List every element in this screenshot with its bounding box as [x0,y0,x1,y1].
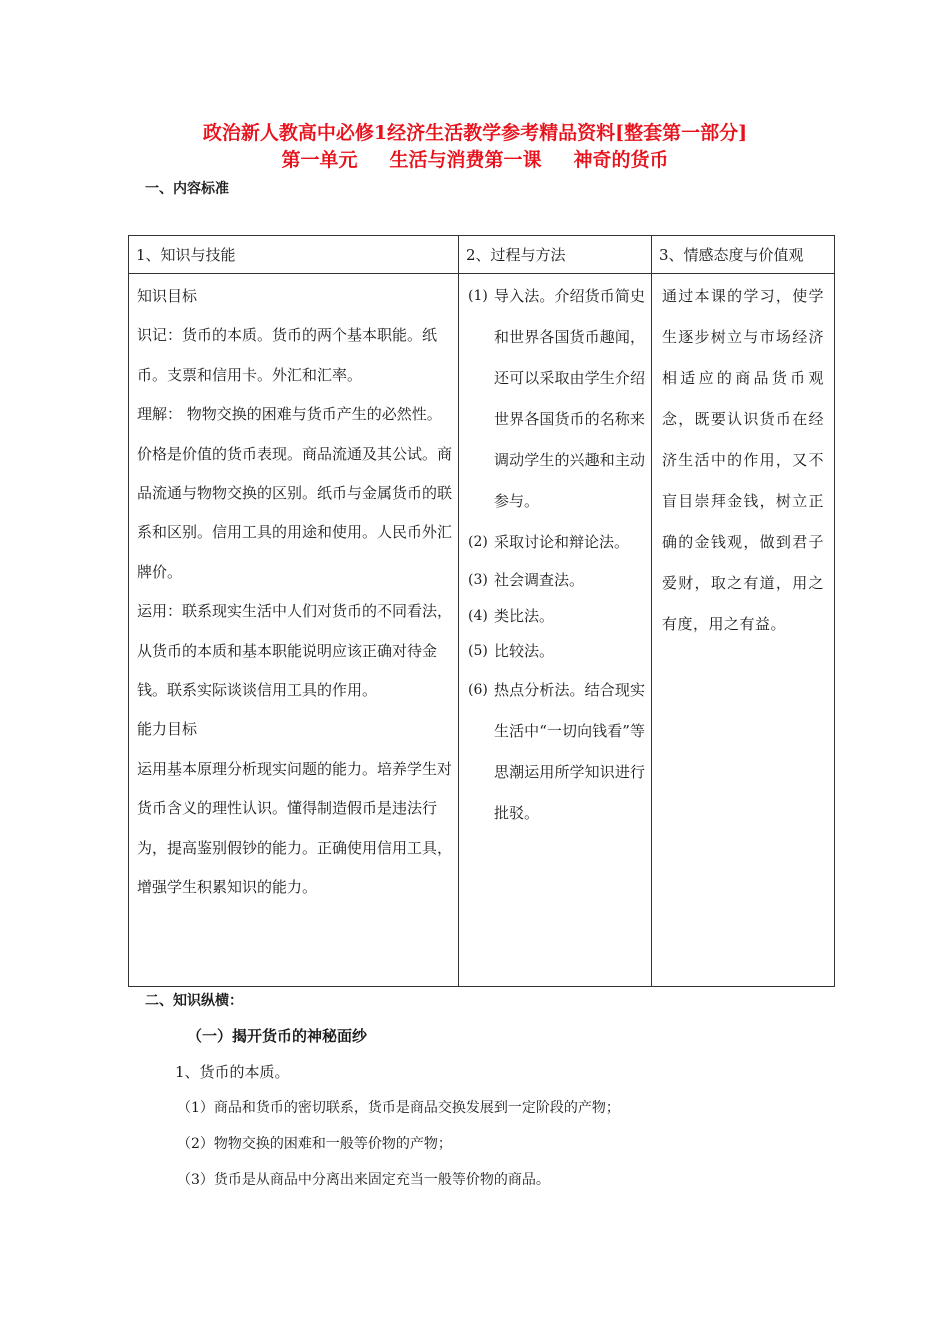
document-subtitle [0,148,950,172]
header-knowledge-skills: 1、知识与技能 [129,236,459,274]
item-text: 导入法。介绍货币简史和世界各国货币趣闻，还可以采取由学生介绍世界各国货币的名称来调动学生的兴趣和主动参与。 [494,287,645,510]
content-standard-table [128,235,835,987]
section-title: 生活与消费第一课 [389,149,542,171]
knowledge-goal-label: 知识目标 [137,287,198,305]
list-item [468,670,645,834]
subsection-heading [187,1025,367,1046]
list-item [468,599,645,635]
process-methods-cell [459,274,652,987]
lesson-title: 神奇的货币 [573,149,669,171]
table-body-row [129,274,835,987]
item-number: (6) [468,681,488,698]
apply-text: 运用：联系现实生活中人们对货币的不同看法，从货币的本质和基本职能说明应该正确对待金钱。联系实际谈谈信用工具的作用。 [137,602,453,700]
list-item [468,522,645,563]
list-item [468,634,645,670]
item-text: 采取讨论和辩论法。 [494,533,630,551]
item-text: 类比法。 [494,606,555,625]
list-item [468,563,645,599]
item-number: (5) [468,643,488,659]
paragraph: 1、货币的本质。 [175,1063,290,1081]
knowledge-skills-cell [129,274,459,987]
memorize-text: 识记：货币的本质。货币的两个基本职能。纸币。支票和信用卡。外汇和汇率。 [137,326,438,384]
item-text: 热点分析法。结合现实生活中“一切向钱看”等思潮运用所学知识进行批驳。 [494,680,645,822]
unit-title: 第一单元 [281,149,358,171]
subsection-title: （一）揭开货币的神秘面纱 [187,1027,368,1045]
section-heading-knowledge: 二、知识纵横： [145,993,243,1009]
item-text: 社会调查法。 [494,571,585,589]
attitudes-values-cell: 通过本课的学习，使学生逐步树立与市场经济相适应的商品货币观念，既要认识货币在经济生活中的作用，又不盲目崇拜金钱，树立正确的金钱观，做到君子爱财，取之有道，用之有度，用之有益。 [652,274,835,987]
paragraph: （2）物物交换的困难和一般等价物的产物； [177,1136,452,1152]
item-number: (3) [468,572,488,588]
list-item [468,276,645,522]
item-number: (4) [468,607,488,624]
ability-text: 运用基本原理分析现实问题的能力。培养学生对货币含义的理性认识。懂得制造假币是违法行为，提高鉴别假钞的能力。正确使用信用工具，增强学生积累知识的能力。 [137,759,453,897]
paragraph: （1）商品和货币的密切联系，货币是商品交换发展到一定阶段的产物； [177,1100,620,1116]
table-header-row [129,236,835,274]
document-title: 政治新人教高中必修1经济生活教学参考精品资料[整套第一部分] [202,122,748,144]
section-heading-content-standard: 一、内容标准 [145,181,229,197]
understand-text: 理解： 物物交换的困难与货币产生的必然性。价格是价值的货币表现。商品流通及其公试。商品流通与物物交换的区别。纸币与金属货币的联系和区别。信用工具的用途和使用。人民币外汇牌价。 [137,405,453,581]
header-attitudes-values: 3、情感态度与价值观 [652,236,835,274]
item-number: (2) [468,534,488,550]
paragraph: （3）货币是从商品中分离出来固定充当一般等价物的商品。 [177,1172,550,1188]
header-process-methods: 2、过程与方法 [459,236,652,274]
item-text: 比较法。 [494,642,555,660]
item-number: (1) [468,288,488,304]
ability-goal-label: 能力目标 [137,720,198,739]
